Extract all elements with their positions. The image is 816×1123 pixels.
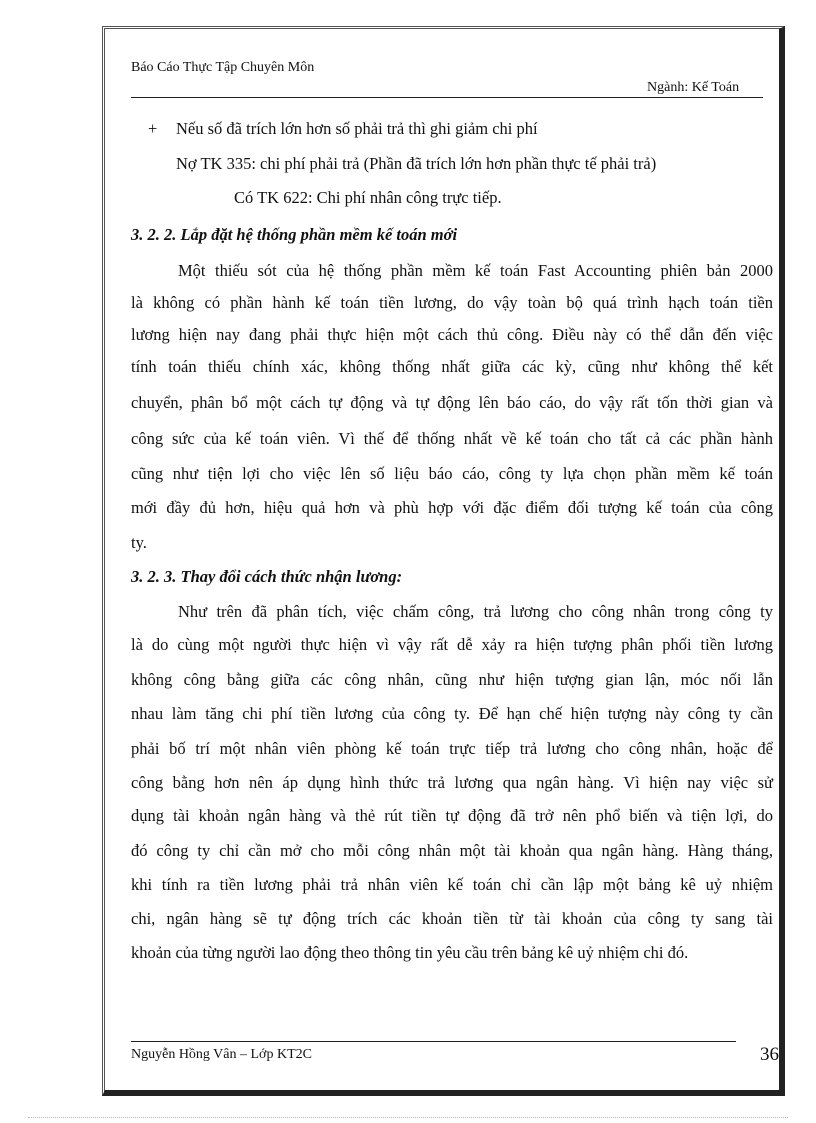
page-border — [102, 26, 785, 1096]
paragraph-line: dụng tài khoản ngân hàng và thẻ rút tiền tự động đã trở nên phổ biến và tiện lợi, do — [131, 806, 773, 825]
paragraph-line: cũng như tiện lợi cho việc lên số liệu báo cáo, công ty lựa chọn phần mềm kế toán — [131, 464, 773, 483]
footer-divider — [131, 1041, 736, 1042]
section-heading-323: 3. 2. 3. Thay đổi cách thức nhận lương: — [131, 567, 403, 586]
bullet-text: Nếu số đã trích lớn hơn số phải trả thì ghi giảm chi phí — [176, 119, 538, 138]
paragraph-line: khi tính ra tiền lương phải trả nhân viên kế toán chỉ cần lập một bảng kê uỷ nhiệm — [131, 875, 773, 894]
page-bottom-dotted-rule — [28, 1117, 788, 1118]
paragraph-line: là không có phần hành kế toán tiền lương, do vậy toàn bộ quá trình hạch toán tiền — [131, 293, 773, 312]
header-report-title: Báo Cáo Thực Tập Chuyên Môn — [131, 60, 315, 75]
bullet-symbol: + — [148, 119, 158, 138]
paragraph-line: công bằng hơn nên áp dụng hình thức trả lương qua ngân hàng. Vì hiện nay việc sử — [131, 773, 773, 792]
paragraph-line: lương hiện nay đang phải thực hiện một cách thủ công. Điều này có thể dẫn đến việc — [131, 325, 773, 344]
footer-author: Nguyễn Hồng Vân – Lớp KT2C — [131, 1047, 312, 1062]
paragraph-line: tính toán thiếu chính xác, không thống nhất giữa các kỳ, cũng như không thể kết — [131, 357, 773, 376]
paragraph-line: chi, ngân hàng sẽ tự động trích các khoản tiền từ tài khoản của công ty sang tài — [131, 909, 773, 928]
paragraph-line: phải bố trí một nhân viên phòng kế toán trực tiếp trả lương cho công nhân, hoặc để — [131, 739, 773, 758]
paragraph-line: công sức của kế toán viên. Vì thế để thống nhất về kế toán cho tất cả các phần hành — [131, 429, 773, 448]
paragraph-last-line: khoản của từng người lao động theo thông tin yêu cầu trên bảng kê uỷ nhiệm chi đó. — [131, 943, 689, 962]
header-major: Ngành: Kế Toán — [647, 80, 740, 95]
paragraph-line: nhau làm tăng chi phí tiền lương của công ty. Để hạn chế hiện tượng này công ty cần — [131, 704, 773, 723]
debit-entry: Nợ TK 335: chi phí phải trả (Phần đã trích lớn hơn phần thực tế phải trả) — [176, 154, 657, 173]
credit-entry: Có TK 622: Chi phí nhân công trực tiếp. — [234, 188, 502, 207]
paragraph-last-line: ty. — [131, 533, 147, 552]
paragraph-line: là do cùng một người thực hiện vì vậy rất dễ xảy ra hiện tượng phân phối tiền lương — [131, 635, 773, 654]
paragraph-line: chuyển, phân bổ một cách tự động và tự động lên báo cáo, do vậy rất tốn thời gian và — [131, 393, 773, 412]
paragraph-line: Như trên đã phân tích, việc chấm công, trả lương cho công nhân trong công ty — [178, 602, 773, 621]
header-divider — [131, 97, 763, 98]
section-heading-322: 3. 2. 2. Lắp đặt hệ thống phần mềm kế toán mới — [131, 225, 458, 244]
paragraph-line: đó công ty chỉ cần mở cho mỗi công nhân một tài khoản qua ngân hàng. Hàng tháng, — [131, 841, 773, 860]
paragraph-line: không công bằng giữa các công nhân, cũng như hiện tượng gian lận, móc nối lẫn — [131, 670, 773, 689]
paragraph-line: Một thiếu sót của hệ thống phần mềm kế toán Fast Accounting phiên bản 2000 — [178, 261, 773, 280]
paragraph-line: mới đầy đủ hơn, hiệu quả hơn và phù hợp với đặc điểm đối tượng kế toán của công — [131, 498, 773, 517]
page-number: 36 — [760, 1044, 779, 1065]
